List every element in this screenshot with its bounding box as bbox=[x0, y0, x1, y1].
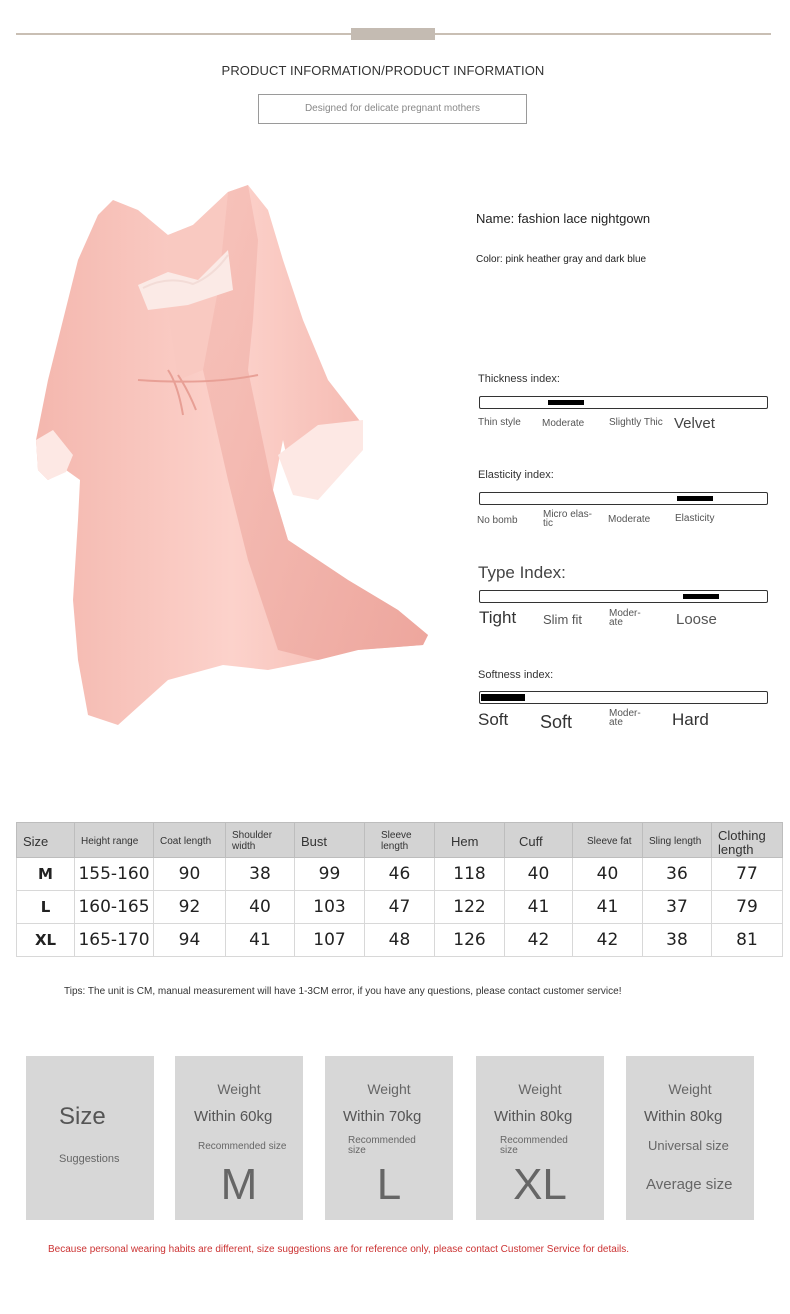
table-cell: 47 bbox=[365, 891, 435, 924]
table-cell: 40 bbox=[226, 891, 295, 924]
size-suggestion-card-xl bbox=[476, 1056, 604, 1220]
header-rule-tab bbox=[351, 28, 435, 40]
table-cell: L bbox=[17, 891, 75, 924]
suggestion-title: Size bbox=[59, 1103, 106, 1130]
card-recommend-note: Recommended size bbox=[198, 1141, 287, 1152]
elasticity-index-bar bbox=[479, 492, 768, 505]
table-cell: 40 bbox=[505, 858, 573, 891]
table-cell: 38 bbox=[226, 858, 295, 891]
card-weight-label: Weight bbox=[518, 1081, 562, 1097]
table-cell: 92 bbox=[154, 891, 226, 924]
size-suggestion-card-m bbox=[175, 1056, 303, 1220]
size-table-header-row bbox=[17, 823, 783, 858]
size-table-body bbox=[17, 858, 783, 957]
size-table-header: Hem bbox=[435, 823, 505, 858]
size-table-header: Shoulder width bbox=[226, 823, 295, 858]
thickness-index-bar bbox=[479, 396, 768, 409]
elasticity-index-marker bbox=[677, 496, 713, 501]
elasticity-option-2: Micro elas-tic bbox=[543, 509, 592, 529]
size-suggestion-card-universal bbox=[626, 1056, 754, 1220]
type-index-bar bbox=[479, 590, 768, 603]
page-title: PRODUCT INFORMATION/PRODUCT INFORMATION bbox=[221, 63, 545, 78]
card-recommend-note: Recommended size bbox=[348, 1135, 416, 1156]
size-table-header: Sling length bbox=[643, 823, 712, 858]
table-row bbox=[17, 891, 783, 924]
thickness-option-1: Thin style bbox=[478, 417, 521, 428]
table-cell: 160-165 bbox=[75, 891, 154, 924]
elasticity-index-title: Elasticity index: bbox=[478, 469, 554, 481]
table-cell: 42 bbox=[573, 924, 643, 957]
type-option-3: Moder-ate bbox=[609, 608, 641, 628]
elasticity-option-1: No bomb bbox=[477, 515, 518, 526]
type-index-title: Type Index: bbox=[478, 563, 566, 582]
size-table-header: Height range bbox=[75, 823, 154, 858]
table-cell: 46 bbox=[365, 858, 435, 891]
table-cell: 37 bbox=[643, 891, 712, 924]
size-table bbox=[16, 822, 783, 957]
table-cell: 40 bbox=[573, 858, 643, 891]
card-weight-range: Within 70kg bbox=[343, 1108, 422, 1125]
size-disclaimer: Because personal wearing habits are different, size suggestions are for reference only, please contact Customer Service for details. bbox=[48, 1244, 630, 1255]
softness-index-marker bbox=[481, 694, 525, 701]
table-cell: 90 bbox=[154, 858, 226, 891]
suggestion-subtitle: Suggestions bbox=[59, 1153, 120, 1165]
table-cell: 81 bbox=[712, 924, 783, 957]
table-cell: 36 bbox=[643, 858, 712, 891]
card-weight-range: Within 60kg bbox=[194, 1108, 273, 1125]
table-cell: 165-170 bbox=[75, 924, 154, 957]
thickness-index-title: Thickness index: bbox=[478, 373, 560, 385]
softness-index-title: Softness index: bbox=[478, 669, 554, 681]
table-cell: 41 bbox=[226, 924, 295, 957]
table-cell: 41 bbox=[505, 891, 573, 924]
product-name: Name: fashion lace nightgown bbox=[476, 211, 651, 226]
table-cell: 118 bbox=[435, 858, 505, 891]
table-cell: 42 bbox=[505, 924, 573, 957]
card-recommend-note: Recommended size bbox=[500, 1135, 568, 1156]
size-table-header: Sleeve fat bbox=[573, 823, 643, 858]
table-cell: 77 bbox=[712, 858, 783, 891]
measurement-tips: Tips: The unit is CM, manual measurement will have 1-3CM error, if you have any questions, please contact customer service! bbox=[64, 986, 622, 997]
table-row bbox=[17, 924, 783, 957]
softness-option-3: Moder-ate bbox=[609, 708, 641, 728]
card-weight-range: Within 80kg bbox=[644, 1108, 723, 1125]
table-cell: XL bbox=[17, 924, 75, 957]
type-index-marker bbox=[683, 594, 719, 599]
elasticity-option-3: Moderate bbox=[608, 514, 651, 525]
page-subtitle: Designed for delicate pregnant mothers bbox=[258, 94, 527, 124]
thickness-option-3: Slightly Thic bbox=[609, 417, 663, 428]
table-cell: M bbox=[17, 858, 75, 891]
type-option-1: Tight bbox=[479, 608, 517, 627]
size-table-header: Sleeve length bbox=[365, 823, 435, 858]
card-size: M bbox=[220, 1160, 258, 1209]
size-table-header: Coat length bbox=[154, 823, 226, 858]
product-photo bbox=[18, 180, 443, 735]
size-suggestion-card-l bbox=[325, 1056, 453, 1220]
softness-option-1: Soft bbox=[478, 710, 509, 729]
type-option-4: Loose bbox=[676, 611, 717, 628]
card-weight-label: Weight bbox=[668, 1081, 712, 1097]
card-recommend-note: Universal size bbox=[648, 1138, 729, 1153]
table-cell: 41 bbox=[573, 891, 643, 924]
size-suggestion-title-card bbox=[26, 1056, 154, 1220]
card-size: L bbox=[376, 1160, 402, 1209]
table-cell: 107 bbox=[295, 924, 365, 957]
card-weight-label: Weight bbox=[367, 1081, 411, 1097]
softness-option-4: Hard bbox=[672, 710, 709, 729]
size-table-header: Bust bbox=[295, 823, 365, 858]
size-table-header: Cuff bbox=[505, 823, 573, 858]
thickness-option-2: Moderate bbox=[542, 418, 585, 429]
thickness-option-4: Velvet bbox=[674, 415, 715, 432]
card-size: Average size bbox=[646, 1176, 733, 1193]
table-cell: 103 bbox=[295, 891, 365, 924]
table-cell: 48 bbox=[365, 924, 435, 957]
size-table-header: Size bbox=[17, 823, 75, 858]
product-color: Color: pink heather gray and dark blue bbox=[476, 254, 647, 265]
table-cell: 126 bbox=[435, 924, 505, 957]
card-size: XL bbox=[513, 1160, 567, 1209]
type-option-2: Slim fit bbox=[543, 612, 582, 627]
table-cell: 79 bbox=[712, 891, 783, 924]
table-cell: 94 bbox=[154, 924, 226, 957]
table-cell: 99 bbox=[295, 858, 365, 891]
table-cell: 155-160 bbox=[75, 858, 154, 891]
table-row bbox=[17, 858, 783, 891]
card-weight-range: Within 80kg bbox=[494, 1108, 573, 1125]
elasticity-option-4: Elasticity bbox=[675, 513, 715, 524]
card-weight-label: Weight bbox=[217, 1081, 261, 1097]
size-table-header: Clothing length bbox=[712, 823, 783, 858]
table-cell: 38 bbox=[643, 924, 712, 957]
thickness-index-marker bbox=[548, 400, 584, 405]
table-cell: 122 bbox=[435, 891, 505, 924]
softness-option-2: Soft bbox=[540, 712, 573, 732]
softness-index-bar bbox=[479, 691, 768, 704]
